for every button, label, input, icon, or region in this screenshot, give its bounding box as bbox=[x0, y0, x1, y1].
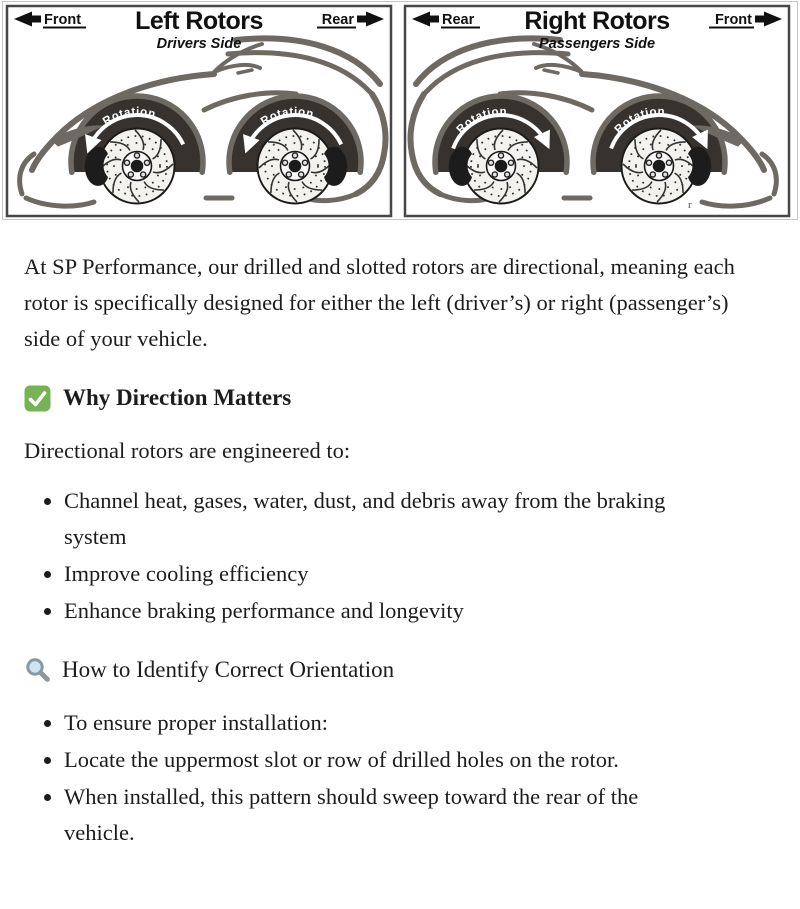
list-item: • Channel heat, gases, water, dust, and debris away from the braking system bbox=[64, 483, 709, 555]
list-item: • Locate the uppermost slot or row of drilled holes on the rotor. bbox=[64, 742, 709, 778]
section2-title: How to Identify Correct Orientation bbox=[62, 657, 395, 682]
section1-bullet-list bbox=[24, 483, 772, 629]
rotor-diagram-svg bbox=[0, 0, 800, 222]
left-rotors-panel bbox=[7, 6, 391, 216]
list-item: • Enhance braking performance and longevity bbox=[64, 593, 709, 629]
front-rotation-label: Rotation bbox=[100, 106, 158, 129]
section-heading-why-direction-matters bbox=[24, 383, 772, 413]
list-item: • When installed, this pattern should sweep toward the rear of the vehicle. bbox=[64, 779, 709, 851]
magnifying-glass-icon bbox=[24, 656, 52, 684]
left-panel-left-label: Front bbox=[44, 12, 82, 28]
section1-title: Why Direction Matters bbox=[63, 385, 292, 410]
right-panel-title: Right Rotors bbox=[524, 7, 670, 35]
list-item: • To ensure proper installation: bbox=[64, 705, 709, 741]
intro-paragraph: At SP Performance, our drilled and slotted rotors are directional, meaning each rotor is specifically designed for either the left (driver’s) or right (passenger’s) side of your vehicle. bbox=[24, 254, 735, 351]
right-panel-right-label: Front bbox=[714, 12, 752, 28]
list-item: • Improve cooling efficiency bbox=[64, 556, 709, 592]
scan-artifact-mark: r bbox=[688, 199, 692, 211]
section2-bullet-list bbox=[24, 705, 772, 851]
section1-lead: Directional rotors are engineered to: bbox=[24, 438, 351, 463]
article-body bbox=[0, 227, 800, 909]
left-panel-subtitle: Drivers Side bbox=[156, 36, 242, 52]
front-rotation-label: Rotation bbox=[612, 105, 666, 137]
left-panel-title: Left Rotors bbox=[135, 7, 263, 35]
check-mark-icon bbox=[24, 385, 51, 412]
rotor-direction-diagram bbox=[0, 0, 800, 227]
rear-rotation-label: Rotation bbox=[258, 106, 316, 129]
right-panel-left-label: Rear bbox=[442, 12, 475, 28]
right-rotors-panel bbox=[405, 6, 789, 216]
right-panel-subtitle: Passengers Side bbox=[538, 36, 656, 52]
rear-rotation-label: Rotation bbox=[454, 105, 508, 137]
section-heading-identify-orientation bbox=[24, 655, 772, 685]
left-panel-right-label: Rear bbox=[321, 12, 354, 28]
